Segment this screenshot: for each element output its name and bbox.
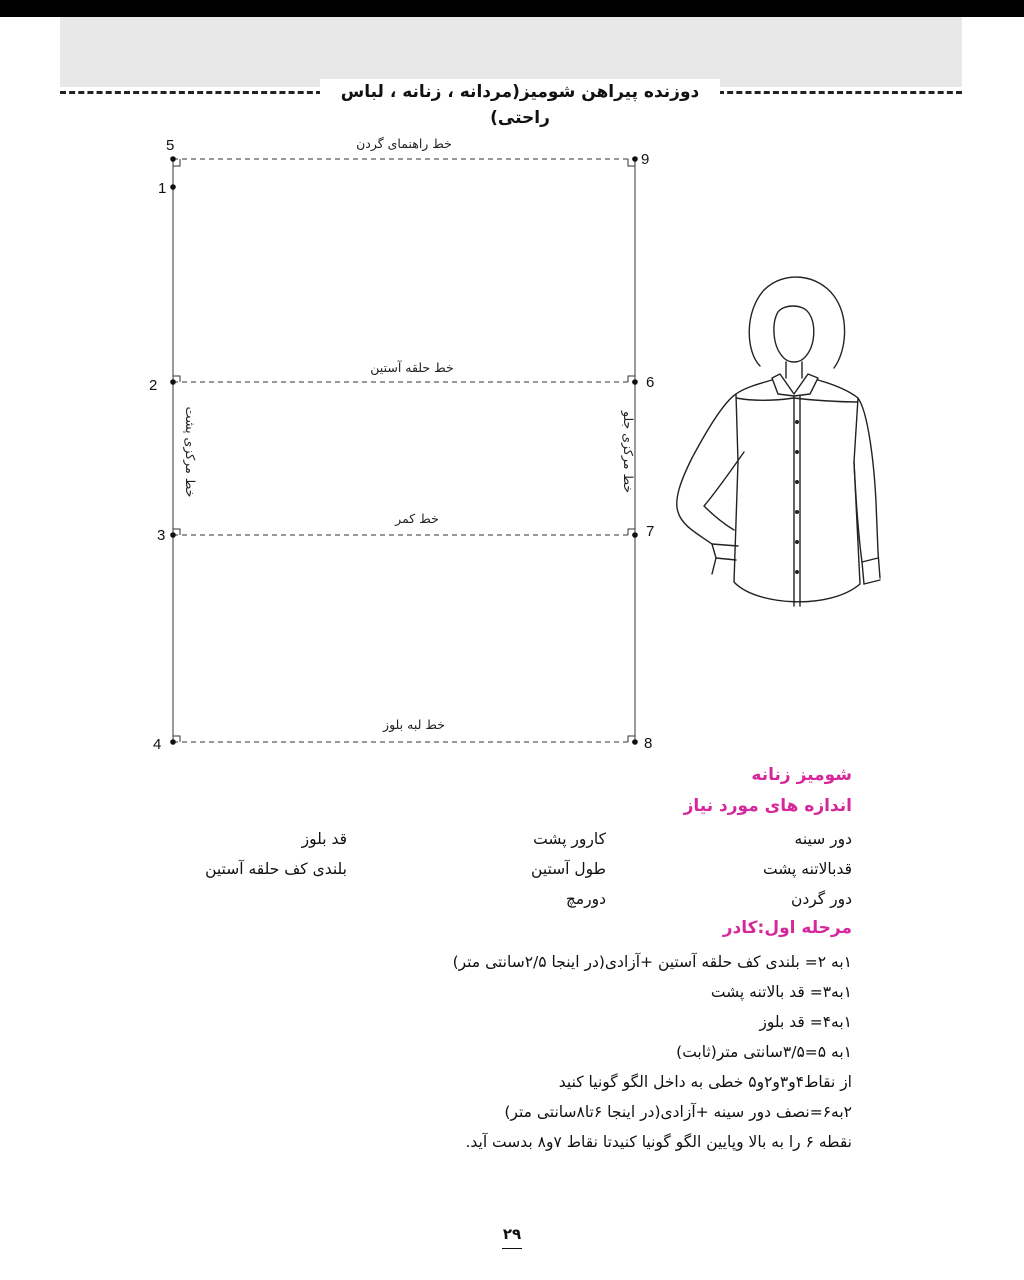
measurement-item: قد بلوز xyxy=(301,830,347,848)
shirt-illustration-icon xyxy=(668,262,886,614)
measurement-col3 xyxy=(205,824,347,884)
point-1 xyxy=(170,184,176,190)
page-number-underline xyxy=(502,1248,522,1249)
point-8 xyxy=(632,739,638,745)
measurement-item: دور گردن xyxy=(790,890,852,908)
step-item: ۱به۳= قد بالاتنه پشت xyxy=(710,983,852,1001)
measurement-col2 xyxy=(531,824,606,914)
point-label-8: 8 xyxy=(644,735,653,752)
step-item: ۱به۴= قد بلوز xyxy=(759,1013,852,1031)
pattern-draft xyxy=(140,135,680,765)
measurement-item: طول آستین xyxy=(531,860,606,878)
measurement-item: کارور پشت xyxy=(533,830,606,848)
point-3 xyxy=(170,532,176,538)
point-5 xyxy=(170,156,176,162)
point-7 xyxy=(632,532,638,538)
measurement-col1 xyxy=(763,824,852,914)
step-item: ۲به۶=نصف دور سینه +آزادی(در اینجا ۶تا۸سانتی متر) xyxy=(504,1103,852,1121)
point-2 xyxy=(170,379,176,385)
measurements-title: اندازه های مورد نیاز xyxy=(683,796,852,816)
point-label-1: 1 xyxy=(158,180,167,197)
point-6 xyxy=(632,379,638,385)
header-dash-left xyxy=(60,91,322,94)
page-number: ۲۹ xyxy=(502,1225,522,1243)
waist-label: خط کمر xyxy=(395,511,439,526)
step-title: مرحله اول:کادر xyxy=(722,918,852,938)
top-bar xyxy=(0,0,1024,17)
armhole-label: خط حلقه آستین xyxy=(370,360,454,375)
point-9 xyxy=(632,156,638,162)
point-label-5: 5 xyxy=(166,137,175,154)
point-label-7: 7 xyxy=(646,523,655,540)
step-item: ۱به ۵=۳/۵سانتی متر(ثابت) xyxy=(676,1043,852,1061)
point-label-2: 2 xyxy=(149,377,158,394)
step-item: نقطه ۶ را به بالا وپایین الگو گونیا کنیدتا نقاط ۷و۸ بدست آید. xyxy=(465,1133,852,1151)
neck-guide-label: خط راهنمای گردن xyxy=(356,136,452,151)
measurement-item: دور سینه xyxy=(794,830,852,848)
page-header-title: دوزنده پیراهن شومیز(مردانه ، زنانه ، لباس راحتی) xyxy=(320,79,720,131)
steps-list xyxy=(453,947,852,1157)
point-4 xyxy=(170,739,176,745)
back-center-label: خط مرکزی پشت xyxy=(183,406,198,498)
point-label-9: 9 xyxy=(641,151,650,168)
measurement-item: بلندی کف حلقه آستین xyxy=(205,860,347,878)
point-label-3: 3 xyxy=(157,527,166,544)
step-item: ۱به ۲= بلندی کف حلقه آستین +آزادی(در اینجا ۲/۵سانتی متر) xyxy=(452,953,852,971)
header-band xyxy=(60,17,962,87)
point-label-6: 6 xyxy=(646,374,655,391)
hem-label: خط لبه بلوز xyxy=(383,717,445,732)
front-center-label: خط مرکزی جلو xyxy=(621,410,636,494)
section-title: شومیز زنانه xyxy=(751,765,852,785)
measurement-item: دورمچ xyxy=(565,890,606,908)
point-label-4: 4 xyxy=(153,736,162,753)
measurement-item: قدبالاتنه پشت xyxy=(762,860,852,878)
header-dash-right xyxy=(718,91,962,94)
step-item: از نقاط۴و۳و۲و۵ خطی به داخل الگو گونیا کنید xyxy=(558,1073,852,1091)
